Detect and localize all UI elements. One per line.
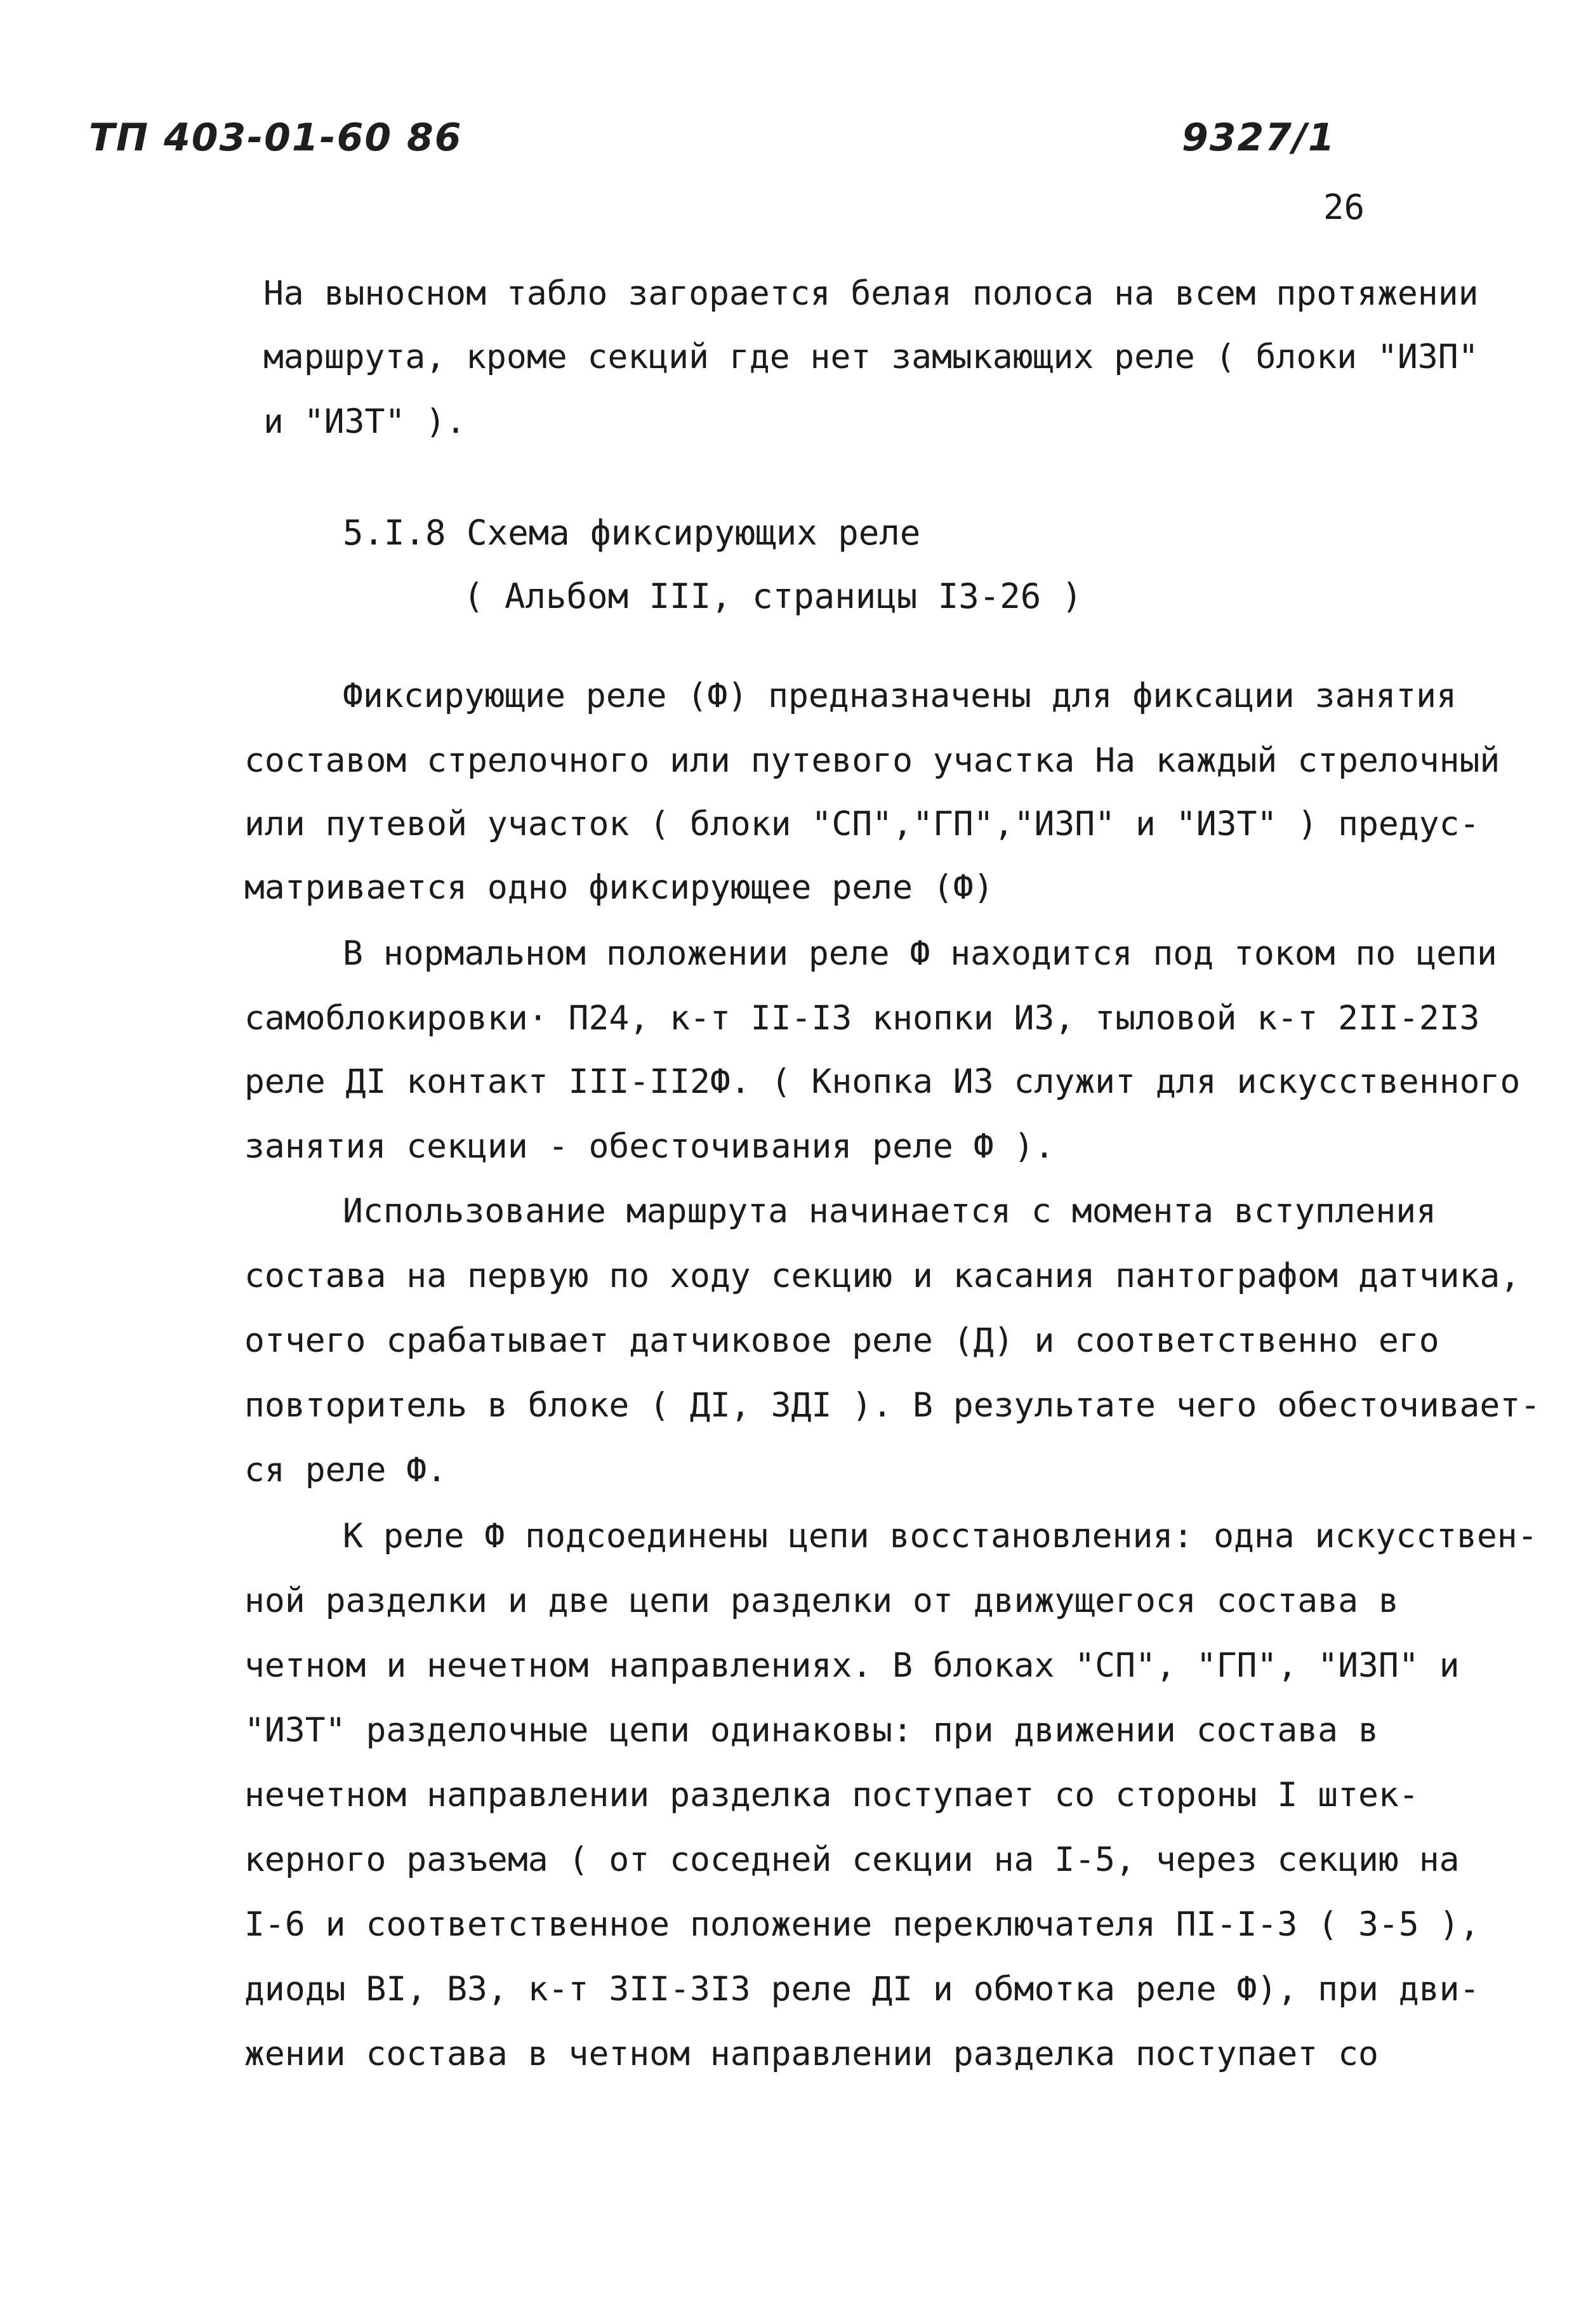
- text-line: занятия секции - обесточивания реле Ф ).: [244, 1127, 1055, 1166]
- text-line: Использование маршрута начинается с момента вступления: [343, 1192, 1437, 1231]
- text-line: матривается одно фиксирующее реле (Ф): [244, 868, 994, 907]
- page-number: 26: [1323, 187, 1365, 227]
- section-heading: 5.I.8 Схема фиксирующих реле: [343, 513, 921, 553]
- text-line: I-6 и соответственное положение переключателя ПI-I-3 ( 3-5 ),: [244, 1905, 1480, 1944]
- text-line: и "ИЗТ" ).: [263, 402, 466, 441]
- text-line: самоблокировки· П24, к-т II-I3 кнопки ИЗ, тыловой к-т 2II-2I3: [244, 999, 1480, 1038]
- text-line: отчего срабатывает датчиковое реле (Д) и соответственно его: [244, 1321, 1439, 1360]
- section-reference: ( Альбом III, страницы I3-26 ): [463, 576, 1083, 616]
- text-line: К реле Ф подсоединены цепи восстановления: одна искусствен-: [343, 1517, 1538, 1555]
- text-line: составом стрелочного или путевого участка На каждый стрелочный: [244, 741, 1500, 780]
- inventory-number-stamp: 9327/1: [1182, 116, 1336, 160]
- text-line: ся реле Ф.: [244, 1451, 447, 1489]
- text-line: жении состава в четном направлении разделка поступает со: [244, 2035, 1379, 2073]
- text-line: или путевой участок ( блоки "СП","ГП","ИЗП" и "ИЗТ" ) предус-: [244, 805, 1480, 843]
- text-line: ной разделки и две цепи разделки от движущегося состава в: [244, 1581, 1399, 1620]
- text-line: керного разъема ( от соседней секции на I-5, через секцию на: [244, 1840, 1460, 1879]
- text-line: маршрута, кроме секций где нет замыкающих реле ( блоки "ИЗП": [263, 338, 1479, 376]
- text-line: "ИЗТ" разделочные цепи одинаковы: при движении состава в: [244, 1711, 1379, 1750]
- text-line: состава на первую по ходу секцию и касания пантографом датчика,: [244, 1257, 1521, 1295]
- text-line: нечетном направлении разделка поступает со стороны I штек-: [244, 1776, 1419, 1814]
- document-code-stamp: ТП 403-01-60 86: [89, 116, 463, 160]
- text-line: повторитель в блоке ( ДI, ЗДI ). В результате чего обесточивает-: [244, 1386, 1541, 1425]
- text-line: В нормальном положении реле Ф находится под током по цепи: [343, 934, 1497, 973]
- text-line: диоды ВI, ВЗ, к-т ЗII-ЗI3 реле ДI и обмотка реле Ф), при дви-: [244, 1970, 1480, 2009]
- text-line: Фиксирующие реле (Ф) предназначены для фиксации занятия: [343, 677, 1457, 715]
- text-line: реле ДI контакт III-II2Ф. ( Кнопка ИЗ служит для искусственного: [244, 1062, 1521, 1101]
- text-line: четном и нечетном направлениях. В блоках "СП", "ГП", "ИЗП" и: [244, 1646, 1460, 1685]
- text-line: На выносном табло загорается белая полоса на всем протяжении: [263, 274, 1479, 313]
